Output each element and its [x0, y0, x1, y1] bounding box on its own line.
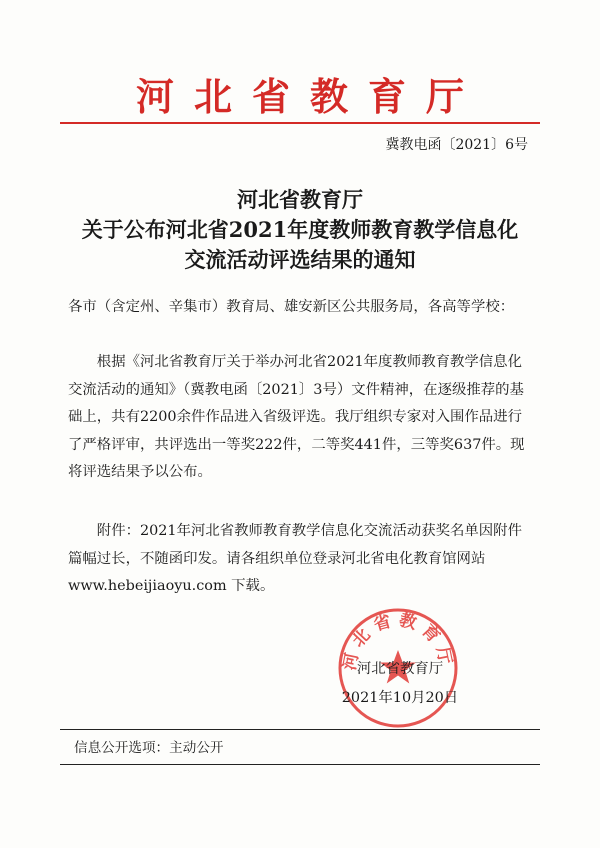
letterhead: 河北省教育厅 — [135, 74, 484, 119]
red-divider — [60, 122, 540, 124]
seal-text: 河北省教育厅 — [339, 610, 457, 672]
disclosure-option: 信息公开选项：主动公开 — [74, 740, 224, 756]
document-number: 冀教电函〔2021〕6号 — [385, 137, 528, 153]
body-paragraph-attachment — [68, 518, 536, 601]
title-line-3: 交流活动评选结果的通知 — [184, 247, 416, 272]
paragraph-1-text: 根据《河北省教育厅关于举办河北省2021年度教师教育教学信息化交流活动的通知》（冀教电函〔2021〕3号）文件精神，在逐级推荐的基础上，共有2200余件作品进入省级评选。我厅组织专家对入围作品进行了严格评审，共评选出一等奖222件，二等奖441件，三等奖637件。现将评选结果予以公布。 — [68, 354, 525, 481]
footer-rule-top — [60, 729, 540, 730]
salutation-text: 各市（含定州、辛集市）教育局、雄安新区公共服务局，各高等学校： — [68, 299, 515, 315]
signature-organization: 河北省教育厅 — [356, 661, 444, 677]
paragraph-2-text: 附件：2021年河北省教师教育教学信息化交流活动获奖名单因附件篇幅过长，不随函印发。请各组织单位登录河北省电化教育馆网站 www.hebeijiaoyu.com 下载。 — [68, 523, 522, 595]
salutation — [68, 294, 536, 322]
document-title — [0, 185, 600, 275]
footer-rule-bottom — [60, 764, 540, 765]
signature-date: 2021年10月20日 — [341, 690, 459, 706]
body-paragraph-1 — [68, 349, 536, 487]
title-line-1: 河北省教育厅 — [237, 187, 363, 212]
title-line-2: 关于公布河北省2021年度教师教育教学信息化 — [81, 217, 519, 242]
